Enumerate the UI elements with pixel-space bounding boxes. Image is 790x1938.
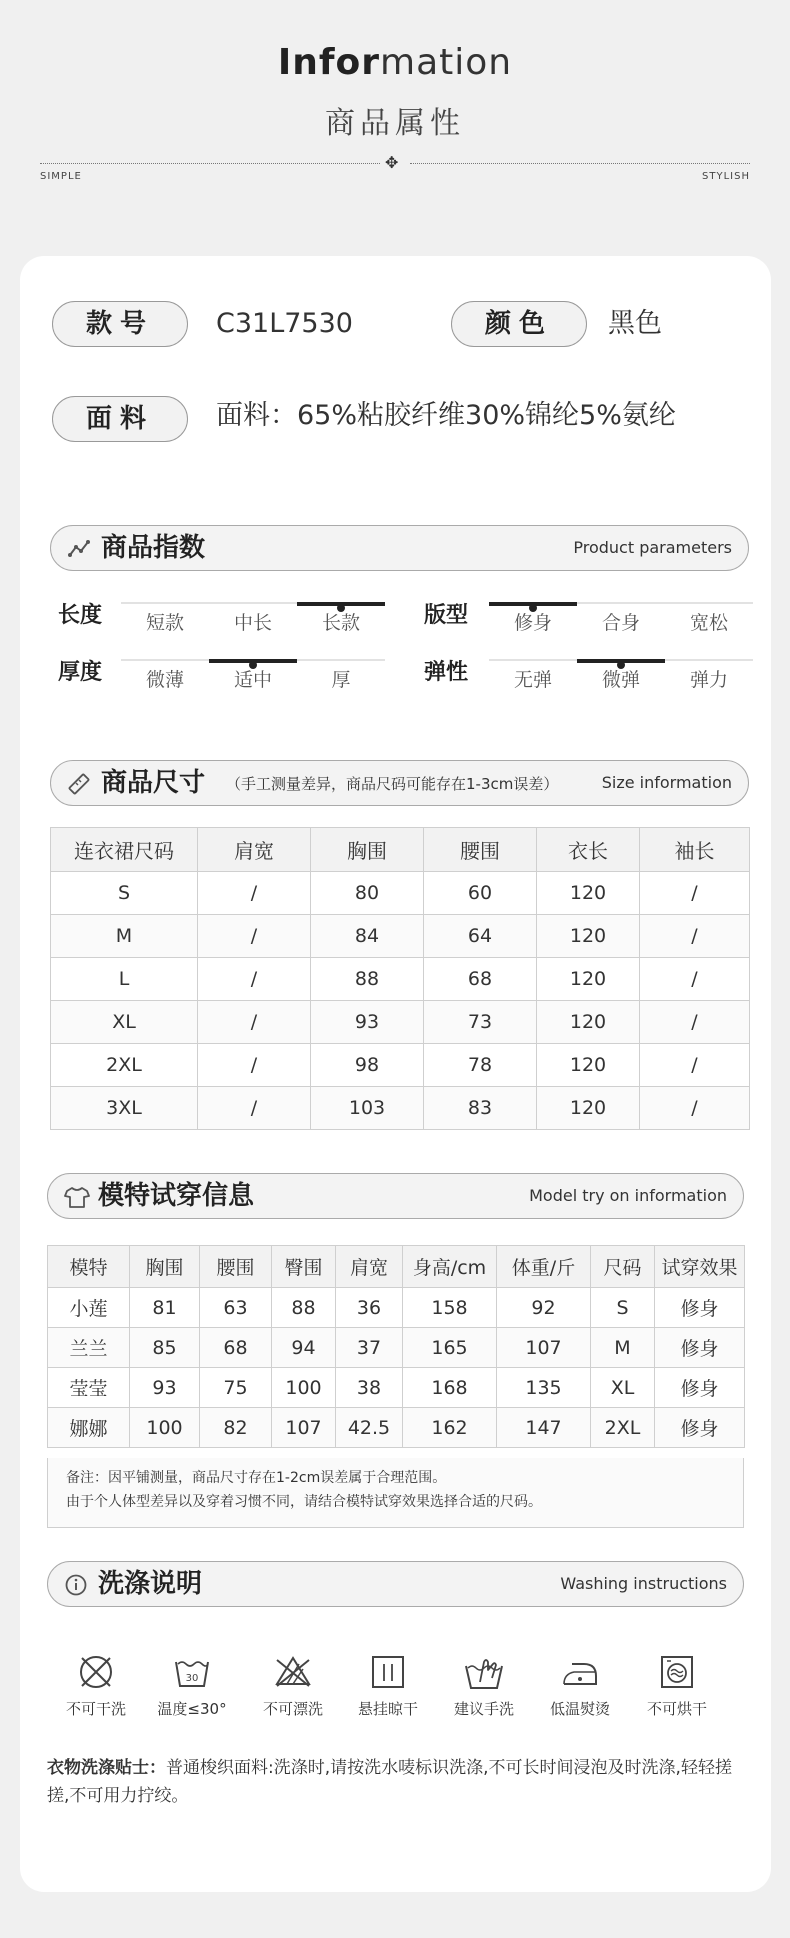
model-table-row xyxy=(48,1408,745,1448)
trend-line-icon xyxy=(67,537,91,561)
table-cell: 73 xyxy=(424,1001,537,1044)
table-cell: 168 xyxy=(403,1368,497,1408)
table-cell: 120 xyxy=(537,1001,640,1044)
header-title-zh: 商品属性 xyxy=(325,106,465,141)
wash-label: 不可烘干 xyxy=(646,1700,707,1718)
hand-wash-icon xyxy=(462,1652,506,1692)
table-cell: 120 xyxy=(537,958,640,1001)
table-cell: XL xyxy=(51,1001,198,1044)
wash-item-no-tumble-dry xyxy=(627,1652,727,1719)
table-cell: 107 xyxy=(272,1408,336,1448)
fabric-label: 面料 xyxy=(52,396,188,442)
wash-label: 建议手洗 xyxy=(453,1700,514,1718)
wash-tip-text: 普通梭织面料:洗涤时,请按洗水唛标识洗涤,不可长时间浸泡及时洗涤,轻轻搓搓,不可用力拧绞。 xyxy=(47,1758,732,1806)
size-header-cell: 胸围 xyxy=(311,828,424,872)
param-label: 厚度 xyxy=(58,660,103,685)
param-option: 无弹 xyxy=(513,669,552,691)
model-note-line-1: 备注：因平铺测量，商品尺寸存在1-2cm误差属于合理范围。 xyxy=(66,1470,447,1486)
header-divider-left xyxy=(40,163,380,164)
wash-label: 低温熨烫 xyxy=(549,1700,610,1718)
table-cell: 120 xyxy=(537,915,640,958)
table-cell: 147 xyxy=(497,1408,591,1448)
param-bar xyxy=(489,659,577,661)
param-option: 长款 xyxy=(321,612,360,634)
model-header-cell: 臀围 xyxy=(272,1246,336,1288)
no-bleach-icon xyxy=(273,1652,313,1692)
param-option: 合身 xyxy=(601,612,640,634)
size-section-header xyxy=(50,760,749,806)
tshirt-icon xyxy=(64,1185,88,1209)
table-cell: 修身 xyxy=(655,1328,745,1368)
param-option: 微弹 xyxy=(601,669,640,691)
param-bar xyxy=(121,602,209,604)
table-cell: M xyxy=(51,915,198,958)
table-cell: 2XL xyxy=(51,1044,198,1087)
table-cell: 娜娜 xyxy=(48,1408,130,1448)
table-cell: 84 xyxy=(311,915,424,958)
wash-title-en: Washing instructions xyxy=(560,1574,727,1593)
model-table xyxy=(47,1245,745,1448)
table-cell: 36 xyxy=(336,1288,403,1328)
size-header-cell: 衣长 xyxy=(537,828,640,872)
table-cell: 120 xyxy=(537,1044,640,1087)
table-cell: 38 xyxy=(336,1368,403,1408)
param-bar xyxy=(297,659,385,661)
size-table-row xyxy=(51,1001,750,1044)
table-cell: / xyxy=(198,872,311,915)
table-cell: 85 xyxy=(130,1328,200,1368)
table-cell: L xyxy=(51,958,198,1001)
table-cell: 93 xyxy=(311,1001,424,1044)
wash-30-icon xyxy=(172,1652,212,1692)
wash-item-low-iron xyxy=(530,1652,630,1719)
param-option: 短款 xyxy=(145,612,184,634)
table-cell: 修身 xyxy=(655,1368,745,1408)
cross-ornament-icon: ✥ xyxy=(385,153,399,172)
low-iron-icon xyxy=(558,1652,602,1692)
table-cell: 120 xyxy=(537,1087,640,1130)
table-cell: 93 xyxy=(130,1368,200,1408)
table-cell: 100 xyxy=(272,1368,336,1408)
params-section-header xyxy=(50,525,749,571)
table-cell: 103 xyxy=(311,1087,424,1130)
table-cell: S xyxy=(51,872,198,915)
table-cell: 修身 xyxy=(655,1288,745,1328)
wash-title: 洗涤说明 xyxy=(98,1569,203,1599)
table-cell: 120 xyxy=(537,872,640,915)
param-bar xyxy=(665,659,753,661)
model-header-cell: 胸围 xyxy=(130,1246,200,1288)
model-note-line-2: 由于个人体型差异以及穿着习惯不同，请结合模特试穿效果选择合适的尺码。 xyxy=(66,1494,542,1510)
wash-label: 不可干洗 xyxy=(65,1700,126,1718)
no-tumble-dry-icon xyxy=(657,1652,697,1692)
wash-tip-label: 衣物洗涤贴士： xyxy=(47,1758,166,1778)
size-header-cell: 肩宽 xyxy=(198,828,311,872)
param-label: 长度 xyxy=(58,603,103,628)
table-cell: 78 xyxy=(424,1044,537,1087)
table-cell: / xyxy=(640,915,750,958)
table-cell: / xyxy=(640,1044,750,1087)
table-cell: 莹莹 xyxy=(48,1368,130,1408)
style-number-label: 款号 xyxy=(52,301,188,347)
table-cell: 2XL xyxy=(591,1408,655,1448)
model-header-cell: 体重/斤 xyxy=(497,1246,591,1288)
table-cell: S xyxy=(591,1288,655,1328)
table-cell: 42.5 xyxy=(336,1408,403,1448)
size-header-cell: 连衣裙尺码 xyxy=(51,828,198,872)
table-cell: 158 xyxy=(403,1288,497,1328)
table-cell: / xyxy=(198,1087,311,1130)
size-table-header-row xyxy=(51,828,750,872)
table-cell: 165 xyxy=(403,1328,497,1368)
table-cell: / xyxy=(198,1001,311,1044)
model-header-cell: 试穿效果 xyxy=(655,1246,745,1288)
model-header-cell: 尺码 xyxy=(591,1246,655,1288)
model-header-cell: 模特 xyxy=(48,1246,130,1288)
param-label: 弹性 xyxy=(424,660,469,685)
param-label: 版型 xyxy=(424,603,469,628)
model-table-row xyxy=(48,1368,745,1408)
page-header xyxy=(0,0,790,230)
param-option: 微薄 xyxy=(145,669,184,691)
size-table-row xyxy=(51,1044,750,1087)
table-cell: 92 xyxy=(497,1288,591,1328)
model-title-en: Model try on information xyxy=(529,1186,727,1205)
model-table-row xyxy=(48,1328,745,1368)
table-cell: 88 xyxy=(311,958,424,1001)
table-cell: XL xyxy=(591,1368,655,1408)
wash-label: 悬挂晾干 xyxy=(357,1700,418,1718)
size-table-row xyxy=(51,958,750,1001)
table-cell: / xyxy=(640,1087,750,1130)
table-cell: 88 xyxy=(272,1288,336,1328)
table-cell: 68 xyxy=(200,1328,272,1368)
wash-item-no-dry-clean xyxy=(46,1652,146,1719)
wash-item-wash-30 xyxy=(142,1652,242,1719)
table-cell: 63 xyxy=(200,1288,272,1328)
param-option: 适中 xyxy=(233,669,272,691)
size-note: （手工测量差异，商品尺码可能存在1-3cm误差） xyxy=(226,775,559,793)
color-label: 颜色 xyxy=(451,301,587,347)
table-cell: 37 xyxy=(336,1328,403,1368)
model-section-header xyxy=(47,1173,744,1219)
table-cell: / xyxy=(640,958,750,1001)
color-value: 黑色 xyxy=(608,308,662,339)
param-option: 中长 xyxy=(233,612,272,634)
wash-temperature-mark: 30 xyxy=(185,1673,199,1684)
model-header-cell: 身高/cm xyxy=(403,1246,497,1288)
header-label-simple: SIMPLE xyxy=(40,171,82,182)
wash-label: 温度≤30° xyxy=(157,1700,227,1718)
table-cell: 3XL xyxy=(51,1087,198,1130)
model-header-cell: 肩宽 xyxy=(336,1246,403,1288)
param-bar xyxy=(577,602,665,604)
wash-section-header xyxy=(47,1561,744,1607)
no-dry-clean-icon xyxy=(76,1652,116,1692)
table-cell: 82 xyxy=(200,1408,272,1448)
table-cell: 60 xyxy=(424,872,537,915)
param-bar xyxy=(121,659,209,661)
table-cell: 135 xyxy=(497,1368,591,1408)
size-table-row xyxy=(51,872,750,915)
model-title: 模特试穿信息 xyxy=(98,1181,255,1211)
wash-item-hand-wash xyxy=(434,1652,534,1719)
param-option: 宽松 xyxy=(689,612,728,634)
ruler-icon xyxy=(67,772,91,796)
size-table-row xyxy=(51,1087,750,1130)
table-cell: 94 xyxy=(272,1328,336,1368)
header-label-stylish: STYLISH xyxy=(702,171,750,182)
info-circle-icon xyxy=(64,1573,88,1597)
table-cell: 83 xyxy=(424,1087,537,1130)
size-title: 商品尺寸 xyxy=(101,768,206,798)
param-option: 弹力 xyxy=(689,669,728,691)
table-cell: 80 xyxy=(311,872,424,915)
model-header-cell: 腰围 xyxy=(200,1246,272,1288)
header-title-en-rest: mation xyxy=(380,42,513,83)
size-table-row xyxy=(51,915,750,958)
style-number-value: C31L7530 xyxy=(216,308,353,339)
table-cell: 75 xyxy=(200,1368,272,1408)
wash-label: 不可漂洗 xyxy=(262,1700,323,1718)
model-notes xyxy=(47,1458,744,1528)
header-title-en-bold: Infor xyxy=(277,42,381,83)
table-cell: / xyxy=(640,1001,750,1044)
table-cell: 81 xyxy=(130,1288,200,1328)
table-cell: 小莲 xyxy=(48,1288,130,1328)
hang-dry-icon xyxy=(368,1652,408,1692)
params-title-en: Product parameters xyxy=(573,538,732,557)
table-cell: 兰兰 xyxy=(48,1328,130,1368)
table-cell: 98 xyxy=(311,1044,424,1087)
wash-item-hang-dry xyxy=(338,1652,438,1719)
table-cell: 107 xyxy=(497,1328,591,1368)
size-title-en: Size information xyxy=(601,773,732,792)
header-divider-right xyxy=(410,163,750,164)
param-bar xyxy=(209,602,297,604)
table-cell: 修身 xyxy=(655,1408,745,1448)
fabric-value: 面料：65%粘胶纤维30%锦纶5%氨纶 xyxy=(216,400,676,431)
table-cell: / xyxy=(198,958,311,1001)
table-cell: 162 xyxy=(403,1408,497,1448)
table-cell: / xyxy=(198,915,311,958)
param-option: 修身 xyxy=(513,612,552,634)
table-cell: M xyxy=(591,1328,655,1368)
table-cell: 100 xyxy=(130,1408,200,1448)
table-cell: 68 xyxy=(424,958,537,1001)
params-title: 商品指数 xyxy=(101,533,206,563)
header-title-en xyxy=(0,42,790,83)
wash-tip xyxy=(47,1754,752,1810)
model-table-header-row xyxy=(48,1246,745,1288)
model-table-row xyxy=(48,1288,745,1328)
table-cell: / xyxy=(198,1044,311,1087)
table-cell: 64 xyxy=(424,915,537,958)
table-cell: / xyxy=(640,872,750,915)
param-bar xyxy=(665,602,753,604)
size-table xyxy=(50,827,750,1130)
size-header-cell: 袖长 xyxy=(640,828,750,872)
param-option: 厚 xyxy=(331,669,351,691)
size-header-cell: 腰围 xyxy=(424,828,537,872)
wash-item-no-bleach xyxy=(243,1652,343,1719)
